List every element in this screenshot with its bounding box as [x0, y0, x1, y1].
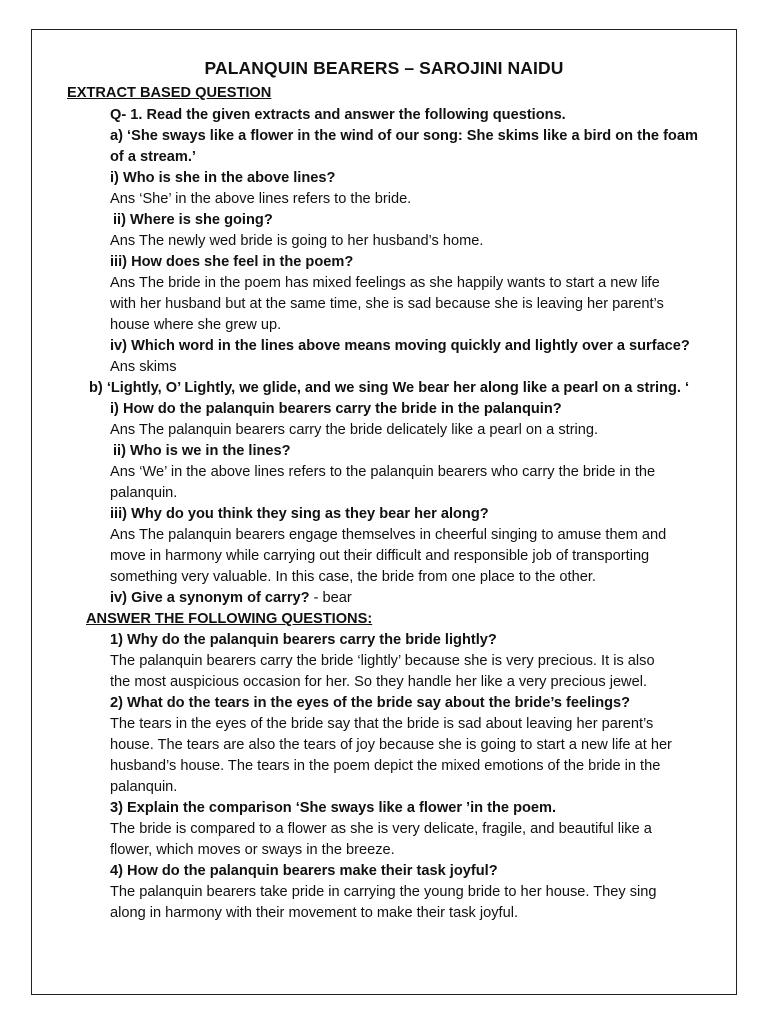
text-line [110, 525, 666, 545]
line-text: The bride is compared to a flower as she is very delicate, fragile, and beautiful like a [110, 821, 652, 837]
line-text: with her husband but at the same time, she is sad because she is leaving her parent’s [110, 296, 664, 312]
line-text: iv) Which word in the lines above means moving quickly and lightly over a surface? [110, 338, 690, 354]
line-text: 1) Why do the palanquin bearers carry the bride lightly? [110, 632, 497, 648]
line-text: iii) Why do you think they sing as they bear her along? [110, 506, 489, 522]
line-text: i) Who is she in the above lines? [110, 170, 336, 186]
text-line [110, 567, 596, 587]
line-text: The palanquin bearers take pride in carrying the young bride to her house. They sing [110, 884, 657, 900]
line-text: palanquin. [110, 485, 178, 501]
line-text: b) ‘Lightly, O’ Lightly, we glide, and we sing We bear her along like a pearl on a string. ‘ [89, 380, 690, 396]
line-text: the most auspicious occasion for her. So they handle her like a very precious jewel. [110, 674, 648, 690]
text-line [110, 735, 672, 755]
text-line [110, 714, 653, 734]
text-line [110, 399, 562, 419]
line-text: move in harmony while carrying out their difficult and responsible job of transporting [110, 548, 650, 564]
text-line [110, 252, 353, 272]
text-line [110, 882, 657, 902]
line-text: 2) What do the tears in the eyes of the bride say about the bride’s feelings? [110, 695, 631, 711]
text-line [110, 693, 630, 713]
text-line [110, 819, 652, 839]
text-line [110, 231, 483, 251]
text-line [110, 840, 395, 860]
text-line [110, 588, 352, 608]
line-text: ii) Who is we in the lines? [113, 443, 291, 459]
text-line [110, 903, 518, 923]
text-line [110, 273, 660, 293]
text-line [110, 168, 335, 188]
line-text: husband’s house. The tears in the poem depict the mixed emotions of the bride in the [110, 758, 661, 774]
line-text: Ans The palanquin bearers carry the bride delicately like a pearl on a string. [110, 422, 599, 438]
text-line [110, 105, 566, 125]
line-text: Ans skims [110, 359, 177, 375]
page-title: PALANQUIN BEARERS – SAROJINI NAIDU [204, 58, 564, 78]
line-text: i) How do the palanquin bearers carry the bride in the palanquin? [110, 401, 562, 417]
text-line [110, 126, 698, 146]
line-text: 3) Explain the comparison ‘She sways like a flower ’in the poem. [110, 800, 557, 816]
text-line [110, 315, 281, 335]
text-line [110, 630, 497, 650]
line-text: Ans ‘We’ in the above lines refers to the palanquin bearers who carry the bride in the [110, 464, 656, 480]
text-line [110, 294, 664, 314]
line-text: The palanquin bearers carry the bride ‘lightly’ because she is very precious. It is also [110, 653, 655, 669]
line-text: Q- 1. Read the given extracts and answer the following questions. [110, 107, 566, 123]
text-line [110, 798, 556, 818]
line-text: palanquin. [110, 779, 178, 795]
line-text: ANSWER THE FOLLOWING QUESTIONS: [86, 611, 373, 627]
section-heading-extract: EXTRACT BASED QUESTION [67, 85, 272, 101]
text-line [110, 483, 177, 503]
line-text: Ans The palanquin bearers engage themselves in cheerful singing to amuse them and [110, 527, 667, 543]
line-text: house where she grew up. [110, 317, 282, 333]
line-text: iv) Give a synonym of carry? [110, 590, 310, 606]
line-answer: - bear [309, 590, 352, 606]
line-text: Ans The newly wed bride is going to her husband’s home. [110, 233, 484, 249]
line-text: of a stream.’ [110, 149, 196, 165]
line-text: Ans The bride in the poem has mixed feelings as she happily wants to start a new life [110, 275, 660, 291]
text-line [110, 420, 598, 440]
text-line [113, 210, 273, 230]
line-text: flower, which moves or sways in the breeze. [110, 842, 395, 858]
text-line [86, 609, 372, 629]
line-text: 4) How do the palanquin bearers make their task joyful? [110, 863, 498, 879]
line-text: ii) Where is she going? [113, 212, 273, 228]
text-line [110, 777, 177, 797]
line-text: house. The tears are also the tears of joy because she is going to start a new life at her [110, 737, 672, 753]
line-text: along in harmony with their movement to make their task joyful. [110, 905, 518, 921]
text-line [110, 756, 660, 776]
text-line [110, 462, 655, 482]
line-text: something very valuable. In this case, the bride from one place to the other. [110, 569, 596, 585]
text-line [110, 147, 196, 167]
text-line [110, 504, 489, 524]
text-line [110, 672, 647, 692]
text-line [110, 336, 690, 356]
line-text: The tears in the eyes of the bride say that the bride is sad about leaving her parent’s [110, 716, 654, 732]
text-line [110, 357, 177, 377]
line-text: iii) How does she feel in the poem? [110, 254, 354, 270]
text-line [110, 651, 655, 671]
text-line [110, 546, 649, 566]
text-line [110, 189, 411, 209]
line-text: a) ‘She sways like a flower in the wind of our song: She skims like a bird on the foam [110, 128, 698, 144]
text-line [110, 861, 498, 881]
text-line [113, 441, 291, 461]
text-line [89, 378, 689, 398]
line-text: Ans ‘She’ in the above lines refers to the bride. [110, 191, 412, 207]
